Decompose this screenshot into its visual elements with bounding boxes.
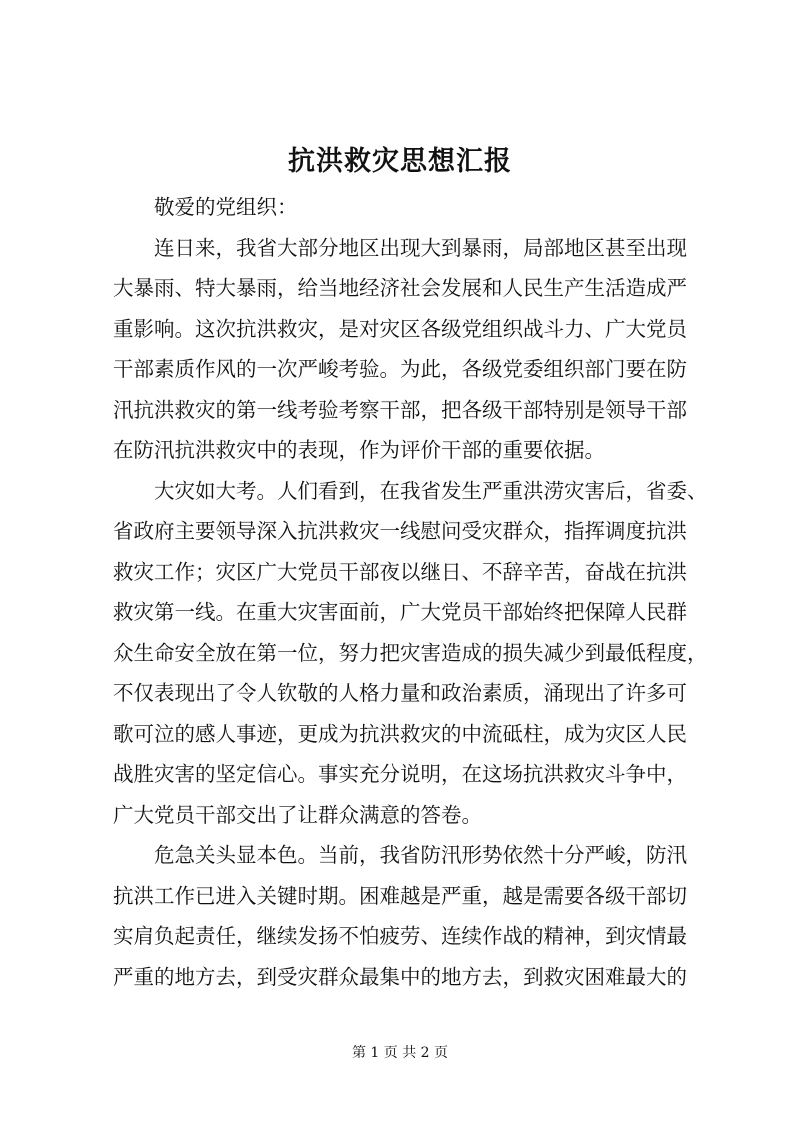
paragraph-line: 战胜灾害的坚定信心。事实充分说明，在这场抗洪救灾斗争中， (113, 762, 687, 786)
paragraph-line: 干部素质作风的一次严峻考验。为此，各级党委组织部门要在防 (113, 357, 687, 381)
document-body (113, 187, 708, 997)
paragraph-line: 实肩负起责任，继续发扬不怕疲劳、连续作战的精神，到灾情最 (113, 924, 687, 948)
paragraph-line: 大灾如大考。人们看到，在我省发生严重洪涝灾害后，省委、 (154, 478, 708, 503)
paragraph-line: 在防汛抗洪救灾中的表现，作为评价干部的重要依据。 (113, 438, 605, 462)
page-footer: 第 1 页 共 2 页 (351, 1045, 449, 1061)
paragraph-line: 救灾第一线。在重大灾害面前，广大党员干部始终把保障人民群 (113, 600, 687, 624)
paragraph-1 (113, 228, 705, 471)
salutation (113, 187, 705, 228)
paragraph-line: 严重的地方去，到受灾群众最集中的地方去，到救灾困难最大的 (113, 964, 687, 989)
paragraph-line: 救灾工作；灾区广大党员干部夜以继日、不辞辛苦，奋战在抗洪 (113, 559, 687, 584)
paragraph-3 (113, 835, 705, 997)
paragraph-line: 不仅表现出了令人钦敬的人格力量和政治素质，涌现出了许多可 (113, 681, 687, 705)
paragraph-line: 大暴雨、特大暴雨，给当地经济社会发展和人民生产生活造成严 (113, 276, 687, 300)
paragraph-line: 重影响。这次抗洪救灾，是对灾区各级党组织战斗力、广大党员 (113, 316, 687, 341)
salutation-line: 敬爱的党组织： (154, 195, 298, 219)
paragraph-line: 众生命安全放在第一位，努力把灾害造成的损失减少到最低程度， (113, 640, 708, 665)
document-title: 抗洪救灾思想汇报 (288, 146, 512, 177)
paragraph-line: 歌可泣的感人事迹，更成为抗洪救灾的中流砥柱，成为灾区人民 (113, 721, 687, 746)
paragraph-line: 汛抗洪救灾的第一线考验考察干部，把各级干部特别是领导干部 (113, 397, 687, 422)
paragraph-2 (113, 471, 708, 836)
paragraph-line: 广大党员干部交出了让群众满意的答卷。 (113, 802, 482, 827)
paragraph-line: 抗洪工作已进入关键时期。困难越是严重，越是需要各级干部切 (113, 883, 687, 908)
paragraph-line: 连日来，我省大部分地区出现大到暴雨，局部地区甚至出现 (154, 235, 687, 260)
paragraph-line: 危急关头显本色。当前，我省防汛形势依然十分严峻，防汛 (154, 843, 687, 867)
paragraph-line: 省政府主要领导深入抗洪救灾一线慰问受灾群众，指挥调度抗洪 (113, 519, 687, 543)
